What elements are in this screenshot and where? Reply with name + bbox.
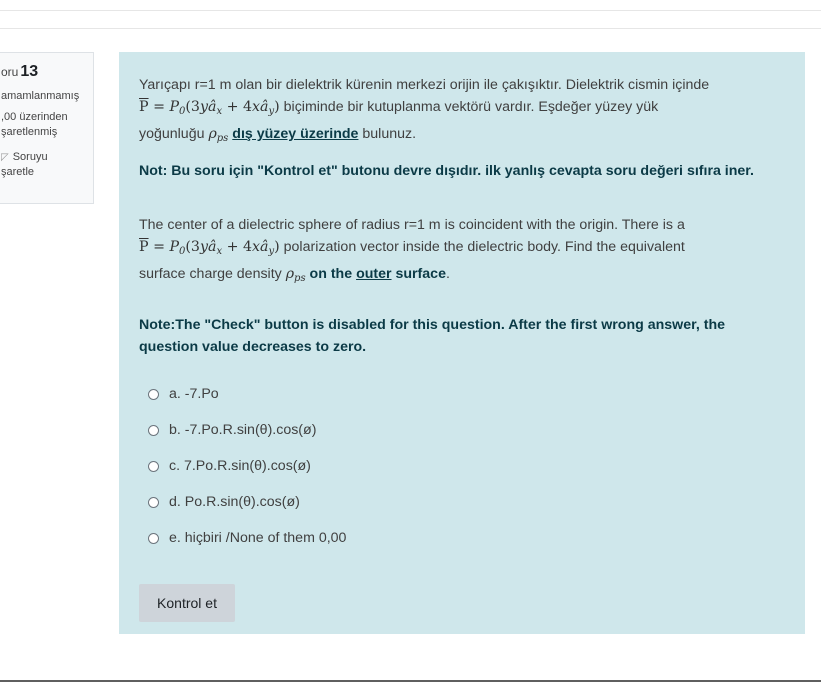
answer-option-e[interactable]: e. hiçbiri /None of them 0,00 xyxy=(139,528,785,548)
answer-option-d[interactable]: d. Po.R.sin(θ).cos(ø) xyxy=(139,492,785,512)
question-text-en: The center of a dielectric sphere of radius r=1 m is coincident with the origin. There is a $\overline{P}$ = $P_0(3yâ_x$ + $4xâ_y$) polarization vector inside the dielectric body. Find the equivalent surface charge density $\rho_{ps}$ on the outer surface. xyxy=(139,217,685,284)
radio-button[interactable] xyxy=(148,425,159,436)
radio-button[interactable] xyxy=(148,533,159,544)
question-number: oru 13 xyxy=(1,63,39,80)
note-en: Note:The "Check" button is disabled for this question. After the first wrong answer, the question value decreases to zero. xyxy=(139,317,725,355)
question-info-box xyxy=(0,52,94,204)
question-state: amamlanmamış xyxy=(1,90,80,102)
answer-option-c[interactable]: c. 7.Po.R.sin(θ).cos(ø) xyxy=(139,456,785,476)
question-marks: ,00 üzerinden şaretlenmiş xyxy=(1,111,68,138)
top-divider-2 xyxy=(0,28,821,29)
radio-button[interactable] xyxy=(148,461,159,472)
radio-button[interactable] xyxy=(148,497,159,508)
rho-ps-symbol: $\rho_{ps}$ xyxy=(208,126,229,144)
flag-question-link[interactable]: ◸ Soruyu şaretle xyxy=(1,151,48,178)
check-button[interactable]: Kontrol et xyxy=(139,584,235,622)
question-text-tr: Yarıçapı r=1 m olan bir dielektrik kürenin merkezi orijin ile çakışıktır. Dielektrik cismin içinde $\overline{P}$ = $P_0(3yâ_x$ + $4xâ_y$) biçiminde bir kutuplanma vektörü vardır. Eşdeğer yüzey yük yoğunluğu $\rho_{ps}$ dış yüzey üzerinde bulunuz. xyxy=(139,77,710,144)
answer-options xyxy=(139,384,785,548)
flag-icon[interactable]: ◸ xyxy=(1,152,9,163)
answer-option-a[interactable]: a. -7.Po xyxy=(139,384,785,404)
answer-option-b[interactable]: b. -7.Po.R.sin(θ).cos(ø) xyxy=(139,420,785,440)
bottom-divider xyxy=(0,680,821,682)
radio-button[interactable] xyxy=(148,389,159,400)
rho-ps-symbol-en: $\rho_{ps}$ xyxy=(285,266,306,284)
top-divider xyxy=(0,10,821,11)
polarization-formula-en: $\overline{P}$ = $P_0(3yâ_x$ + $4xâ_y$) xyxy=(139,239,280,257)
note-tr: Not: Bu soru için "Kontrol et" butonu devre dışıdır. ilk yanlış cevapta soru değeri sıfıra iner. xyxy=(139,163,754,179)
polarization-formula: $\overline{P}$ = $P_0(3yâ_x$ + $4xâ_y$) xyxy=(139,99,280,117)
question-content xyxy=(119,52,805,634)
